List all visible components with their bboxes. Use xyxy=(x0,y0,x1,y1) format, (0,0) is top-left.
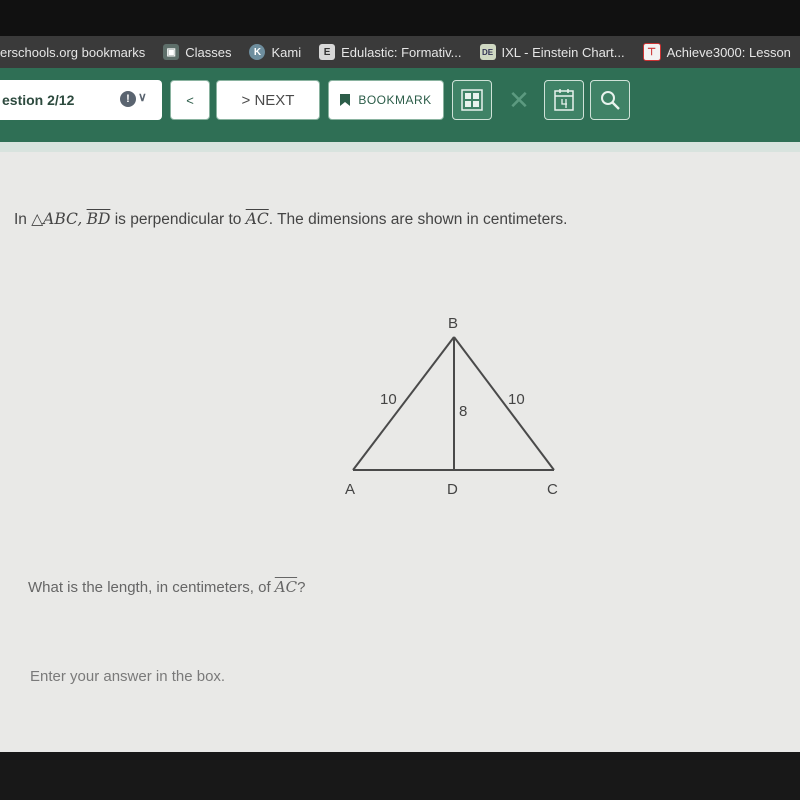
bookmark-classes[interactable] xyxy=(163,44,231,60)
next-label: > NEXT xyxy=(241,91,295,109)
zoom-button[interactable] xyxy=(590,80,630,120)
search-icon xyxy=(599,89,621,111)
calculator-button[interactable] xyxy=(544,80,584,120)
question-text xyxy=(28,578,305,596)
assessment-toolbar xyxy=(0,68,800,152)
side-bc xyxy=(454,337,554,470)
chevron-down-icon: ∨ xyxy=(138,90,147,104)
kami-icon: K xyxy=(249,44,265,60)
prompt-prefix: In xyxy=(14,211,32,228)
answer-hint: Enter your answer in the box. xyxy=(30,668,226,685)
point-d-label: D xyxy=(447,481,458,498)
question-segment: $\overline{AC}$ xyxy=(274,578,298,596)
bookmark-label: Edulastic: Formativ... xyxy=(341,44,462,60)
vertex-b-label: B xyxy=(448,315,459,332)
bookmark-icon xyxy=(340,94,350,106)
triangle-name: △ABC, xyxy=(31,210,83,228)
bookmark-edulastic[interactable] xyxy=(319,44,461,60)
bookmark-label: IXL - Einstein Chart... xyxy=(501,44,625,60)
bookmark-folder[interactable] xyxy=(0,45,145,60)
question-content xyxy=(0,152,800,752)
bookmark-label: Kami xyxy=(271,44,302,60)
classroom-icon: ▣ xyxy=(163,44,179,60)
segment-bd: $\overline{BD}$ xyxy=(86,210,111,228)
bookmark-label: BOOKMARK xyxy=(358,93,432,107)
grid-view-button[interactable] xyxy=(452,80,492,120)
previous-label: < xyxy=(186,92,194,108)
problem-statement xyxy=(14,210,567,229)
screen-bezel xyxy=(0,752,800,800)
edulastic-icon: E xyxy=(319,44,335,60)
bookmark-label: Achieve3000: Lesson xyxy=(666,44,791,60)
question-prefix: What is the length, in centimeters, of xyxy=(28,579,275,596)
side-ab xyxy=(353,337,454,470)
ixl-icon: DE xyxy=(480,44,496,60)
bookmark-button[interactable] xyxy=(328,80,444,120)
bookmark-label: Classes xyxy=(185,44,232,60)
triangle-diagram xyxy=(330,302,580,502)
height-bd-label: 8 xyxy=(459,403,468,420)
next-button[interactable] xyxy=(216,80,320,120)
bookmark-ixl[interactable] xyxy=(480,44,625,60)
calendar-icon xyxy=(553,88,575,112)
segment-ac: $\overline{AC}$ xyxy=(245,210,269,228)
grid-icon xyxy=(461,89,483,111)
vertex-c-label: C xyxy=(547,481,558,498)
achieve3000-icon: ⊤ xyxy=(643,43,661,61)
bookmark-kami[interactable] xyxy=(249,44,301,60)
previous-button[interactable] xyxy=(170,80,210,120)
bookmarks-bar xyxy=(0,36,800,68)
prompt-middle: is perpendicular to xyxy=(110,211,246,228)
info-icon: ! xyxy=(120,91,136,107)
close-icon[interactable]: ✕ xyxy=(508,84,530,115)
prompt-suffix: . The dimensions are shown in centimeters. xyxy=(268,211,568,228)
question-suffix: ? xyxy=(297,579,306,596)
bookmark-label: erschools.org bookmarks xyxy=(0,44,146,60)
side-bc-label: 10 xyxy=(508,391,525,408)
bookmark-achieve3000[interactable] xyxy=(643,43,791,61)
side-ab-label: 10 xyxy=(380,391,397,408)
question-counter[interactable] xyxy=(0,80,162,120)
vertex-a-label: A xyxy=(345,481,356,498)
question-counter-label: estion 2/12 xyxy=(2,92,75,108)
